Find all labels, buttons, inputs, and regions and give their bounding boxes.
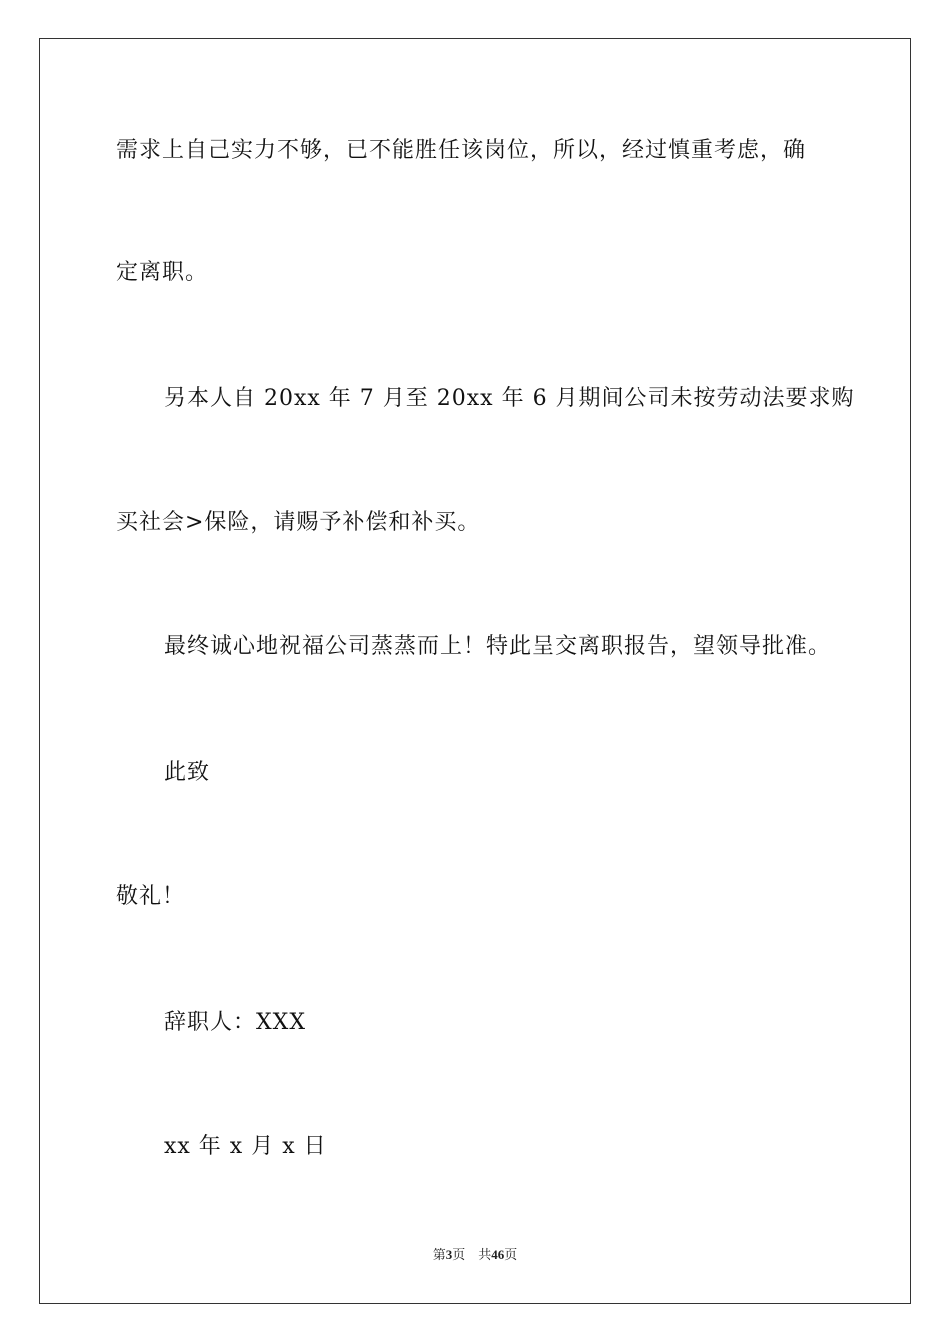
- total-pages: 46: [491, 1247, 505, 1262]
- total-label-prefix: 共: [478, 1247, 492, 1262]
- page-frame: [39, 38, 911, 1304]
- body-text-line: 需求上自己实力不够，已不能胜任该岗位，所以，经过慎重考虑，确: [116, 138, 807, 163]
- body-text-line: 定离职。: [116, 260, 209, 285]
- salutation-closing: 此致: [164, 760, 211, 785]
- page-label-suffix: 页: [452, 1247, 466, 1262]
- body-text-line: 最终诚心地祝福公司蒸蒸而上！特此呈交离职报告，望领导批准。: [164, 634, 832, 659]
- body-text-line: 另本人自 20xx 年 7 月至 20xx 年 6 月期间公司未按劳动法要求购: [164, 386, 855, 411]
- signature-line: 辞职人：XXX: [164, 1010, 306, 1035]
- total-label-suffix: 页: [504, 1247, 518, 1262]
- page-label-prefix: 第: [432, 1247, 446, 1262]
- salutation-regards: 敬礼！: [116, 884, 186, 909]
- body-text-line: 买社会>保险，请赐予补偿和补买。: [116, 510, 481, 535]
- page-number: 3: [445, 1247, 453, 1262]
- date-line: xx 年 x 月 x 日: [164, 1134, 327, 1159]
- page-footer: [0, 1246, 950, 1264]
